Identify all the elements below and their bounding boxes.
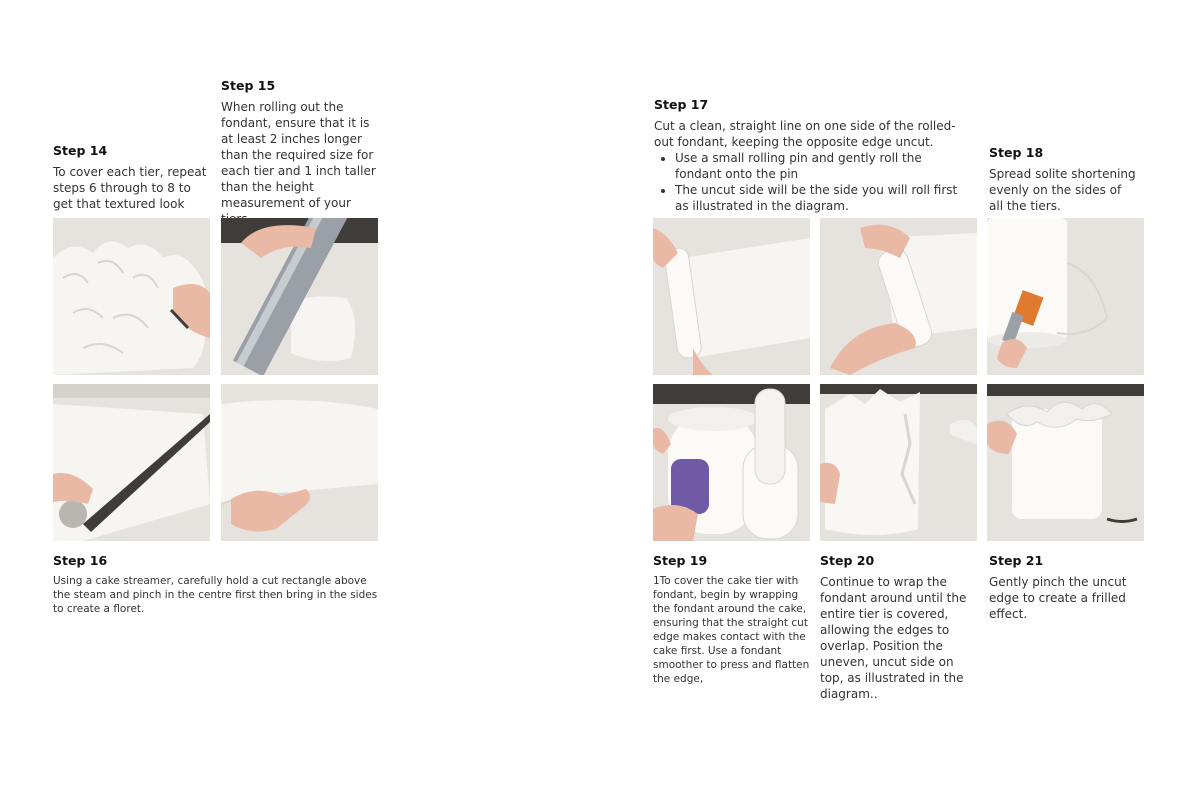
- step-text: Gently pinch the uncut edge to create a frilled effect.: [989, 575, 1127, 621]
- step-text: When rolling out the fondant, ensure that it is at least 2 inches longer than the required size for each tier and 1 inch taller than the height measurement of your: [221, 100, 376, 210]
- frilled-tier-photo: [987, 384, 1144, 541]
- step-text: To cover each tier, repeat steps 6 through to 8 to get that textured look: [53, 165, 207, 211]
- bullet-item: • Use a small rolling pin and gently roll the fondant onto the pin: [675, 150, 969, 182]
- step-title: Step 21: [989, 553, 1044, 568]
- step-21: [989, 553, 1139, 622]
- rolling-pin-photo: [221, 218, 378, 375]
- step-19: [653, 553, 813, 686]
- step-title: Step 20: [820, 553, 875, 568]
- step-text: Spread solite shortening evenly on the sides of all the tiers.: [989, 167, 1136, 213]
- step-text: Continue to wrap the fondant around until the entire tier is covered, allowing the edges to overlap. Position the uneven, uncut side on top, as illustrated in the diagram..: [820, 575, 967, 701]
- shortening-brush-photo: [987, 218, 1144, 375]
- step-title: Step 18: [989, 145, 1044, 160]
- step-18: [989, 145, 1139, 214]
- step-title: Step 19: [653, 553, 708, 568]
- rolled-fondant-sheet-photo: [653, 218, 810, 375]
- step-20: [820, 553, 980, 702]
- step-16: [53, 553, 378, 616]
- step-15: [221, 78, 381, 227]
- wrapping-cake-photo: [653, 384, 810, 541]
- step-text: Cut a clean, straight line on one side of the rolled-out fondant, keeping the opposite edge uncut.: [654, 119, 956, 149]
- step-text: Using a cake streamer, carefully hold a cut rectangle above the steam and pinch in the centre first then bring in the sides to create a floret.: [53, 575, 378, 615]
- fondant-sheet-photo: [221, 384, 378, 541]
- fondant-ruffles-photo: [53, 218, 210, 375]
- step-17: [654, 97, 969, 214]
- ruler-cut-photo: [53, 384, 210, 541]
- step-title: Step 17: [654, 97, 709, 112]
- step-text: 1To cover the cake tier with fondant, begin by wrapping the fondant around the cake, ensuring that the straight cut edge makes contact with the cake first. Use a fondant smoother to press and flatten the edge,: [653, 575, 810, 685]
- wrapped-tier-photo: [820, 384, 977, 541]
- step-title: Step 15: [221, 78, 276, 93]
- step-title: Step 16: [53, 553, 108, 568]
- step-title: Step 14: [53, 143, 108, 158]
- rolling-onto-pin-photo: [820, 218, 977, 375]
- bullet-item: • The uncut side will be the side you will roll first as illustrated in the diagram.: [675, 182, 969, 214]
- step-14: [53, 143, 213, 212]
- step-bullets: [654, 150, 969, 214]
